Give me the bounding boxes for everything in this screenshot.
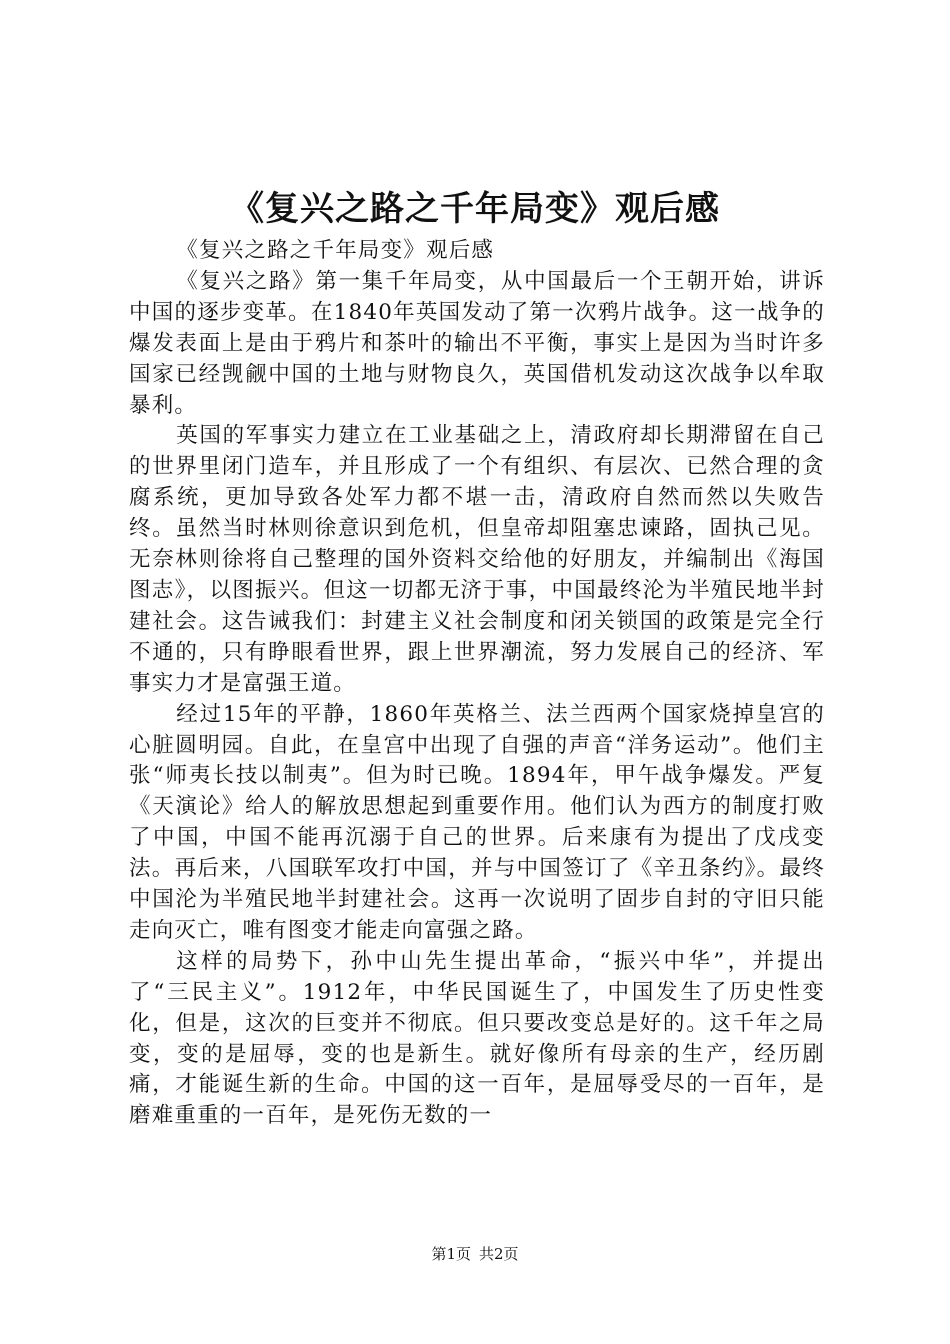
body-paragraph: 《复兴之路》第一集千年局变，从中国最后一个王朝开始，讲诉中国的逐步变革。在1840年英国发动了第一次鸦片战争。这一战争的爆发表面上是由于鸦片和茶叶的输出不平衡，事实上是因为当时许多国家已经觊觎中国的土地与财物良久，英国借机发动这次战争以牟取暴利。 — [129, 268, 825, 418]
document-body — [129, 236, 825, 1132]
page-number: 第1页 — [431, 1245, 471, 1263]
body-paragraph: 《复兴之路之千年局变》观后感 — [176, 238, 495, 263]
body-paragraph: 经过15年的平静，1860年英格兰、法兰西两个国家烧掉皇宫的心脏圆明园。自此，在皇宫中出现了自强的声音“洋务运动”。他们主张“师夷长技以制夷”。但为时已晚。1894年，甲午战争爆发。严复《天演论》给人的解放思想起到重要作用。他们认为西方的制度打败了中国，中国不能再沉溺于自己的世界。后来康有为提出了戊戌变法。再后来，八国联军攻打中国，并与中国签订了《辛丑条约》。最终中国沦为半殖民地半封建社会。这再一次说明了固步自封的守旧只能走向灭亡，唯有图变才能走向富强之路。 — [129, 701, 825, 943]
body-paragraph: 这样的局势下，孙中山先生提出革命，“振兴中华”，并提出了“三民主义”。1912年，中华民国诞生了，中国发生了历史性变化，但是，这次的巨变并不彻底。但只要改变总是好的。这千年之局变，变的是屈辱，变的也是新生。就好像所有母亲的生产，经历剧痛，才能诞生新的生命。中国的这一百年，是屈辱受尽的一百年，是磨难重重的一百年，是死伤无数的一 — [129, 948, 825, 1129]
page-footer — [0, 1243, 950, 1265]
page-total: 共2页 — [479, 1245, 519, 1263]
body-paragraph: 英国的军事实力建立在工业基础之上，清政府却长期滞留在自己的世界里闭门造车，并且形成了一个有组织、有层次、已然合理的贪腐系统，更加导致各处军力都不堪一击，清政府自然而然以失败告终。虽然当时林则徐意识到危机，但皇帝却阻塞忠谏路，固执己见。无奈林则徐将自己整理的国外资料交给他的好朋友，并编制出《海国图志》，以图振兴。但这一切都无济于事，中国最终沦为半殖民地半封建社会。这告诫我们：封建主义社会制度和闭关锁国的政策是完全行不通的，只有睁眼看世界，跟上世界潮流，努力发展自己的经济、军事实力才是富强王道。 — [129, 423, 825, 696]
document-title: 《复兴之路之千年局变》观后感 — [230, 189, 720, 229]
